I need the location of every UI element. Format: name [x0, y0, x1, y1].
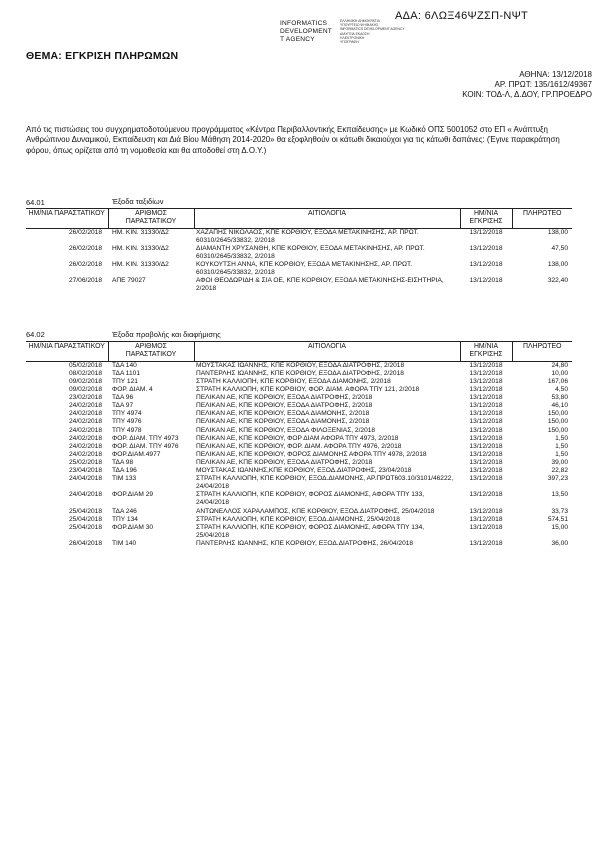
cell-date: 25/04/2018: [68, 507, 102, 515]
cell-document-number: ΤΔΑ 196: [112, 467, 137, 475]
cell-date: 24/02/2018: [68, 450, 102, 458]
cell-amount: 33,73: [551, 507, 568, 515]
table-row: [26, 540, 572, 548]
cell-approval-date: 13/12/2018: [469, 426, 503, 434]
cell-approval-date: 13/12/2018: [469, 458, 503, 466]
cell-approval-date: 13/12/2018: [469, 369, 503, 377]
cell-date: 26/02/2018: [68, 245, 102, 252]
cell-document-number: ΤΙΜ 133: [112, 475, 137, 483]
cell-approval-date: 13/12/2018: [469, 378, 503, 385]
cell-approval-date: 13/12/2018: [469, 410, 503, 418]
cell-amount: 1,50: [555, 450, 568, 458]
table-row: [26, 378, 572, 386]
cell-document-number: ΦΟΡ.ΔΙΑΜ.4977: [112, 450, 161, 458]
cell-amount: 36,00: [551, 539, 568, 547]
cell-amount: 397,23: [547, 475, 568, 483]
cell-date: 24/02/2018: [68, 426, 102, 434]
cell-description: ΠΕΛΙΚΑΝ ΑΕ, ΚΠΕ ΚΟΡΘΙΟΥ, ΕΞΟΔΑ ΔΙΑΤΡΟΦΗΣ, 2/2018: [196, 458, 373, 466]
table-row: [26, 524, 572, 540]
logo-line: DEVELOPMENT: [280, 28, 333, 35]
cell-date: 08/02/2018: [68, 369, 102, 377]
cell-amount: 22,82: [551, 467, 568, 475]
cell-document-number: ΗΜ. ΚΙΝ. 31330/Δ2: [112, 245, 169, 252]
cell-approval-date: 13/12/2018: [469, 402, 503, 410]
cell-date: 26/02/2018: [68, 228, 102, 236]
cell-document-number: ΤΠΥ 4978: [112, 426, 142, 434]
cell-document-number: ΦΟΡ.ΔΙΑΜ 29: [112, 491, 154, 499]
intro-paragraph: Από τις πιστώσεις του συγχρηματοδοτούμενου προγράμματος «Κέντρα Περιβαλλοντικής Εκπαίδευσης» με Κωδικό ΟΠΣ 5001052 στο ΕΠ « Ανάπτυξη Ανθρώπινου Δυναμικού, Εκπαίδευση και Διά Βίου Μάθηση 2014-2020» θα εξοφληθούν οι κάτωθι δικαιούχοι για τις κάτωθι δαπάνες: (Έγινε παρακράτηση φόρου, όπως ορίζεται από τη νομοθεσία και θα αποδοθεί στη Δ.Ο.Υ.): [26, 125, 560, 155]
cell-date: 23/04/2018: [68, 467, 102, 475]
cell-amount: 47,50: [551, 245, 568, 252]
cell-approval-date: 13/12/2018: [469, 386, 503, 394]
table-row: [26, 277, 572, 293]
table-row: [26, 394, 572, 402]
cell-amount: 10,00: [551, 369, 568, 377]
cell-description: ΠΕΛΙΚΑΝ ΑΕ, ΚΠΕ ΚΟΡΘΙΟΥ, ΦΟΡ. ΔΙΑΜ. ΑΦΟΡΑ ΤΠΥ 4976, 2/2018: [196, 442, 402, 450]
cell-date: 25/04/2018: [68, 523, 102, 531]
section-code: 64.01: [26, 198, 45, 207]
cell-document-number: ΤΔΑ 1101: [112, 369, 140, 377]
cell-approval-date: 13/12/2018: [469, 515, 503, 523]
cell-date: 09/02/2018: [68, 386, 102, 394]
cell-approval-date: 13/12/2018: [469, 261, 503, 269]
cell-description: ΣΤΡΑΤΗ ΚΑΛΛΙΟΠΗ, ΚΠΕ ΚΟΡΘΙΟΥ, ΕΞΟΔ.ΔΙΑΜΟΝΗΣ, 25/04/2018: [196, 515, 400, 523]
cell-description: ΧΑΖΑΠΗΣ ΝΙΚΟΛΑΟΣ, ΚΠΕ ΚΟΡΘΙΟΥ, ΕΞΟΔΑ ΜΕΤΑΚΙΝΗΣΗΣ, ΑΡ. ΠΡΩΤ. 60310/2645/33832, 2/2018: [196, 228, 419, 244]
cell-description: ΑΝΤΩΝΕΛΛΟΣ ΧΑΡΑΛΑΜΠΟΣ, ΚΠΕ ΚΟΡΘΙΟΥ, ΕΞΟΔ.ΔΙΑΤΡΟΦΗΣ, 25/04/2018: [196, 507, 435, 515]
agency-logo-text: [280, 20, 332, 44]
ada-code: ΑΔΑ: 6ΛΩΞ46ΨΖΣΠ-ΝΨΤ: [395, 10, 529, 22]
cell-description: ΠΑΝΤΕΡΛΗΣ ΙΩΑΝΝΗΣ, ΚΠΕ ΚΟΡΘΙΟΥ, ΕΞΟΔ.ΔΙΑΤΡΟΦΗΣ, 26/04/2018: [196, 539, 414, 547]
table-row: [26, 228, 572, 245]
table-row: [26, 459, 572, 467]
table-row: [26, 245, 572, 261]
column-header-approval: ΗΜ/ΝΙΑ ΕΓΚΡΙΣΗΣ: [460, 209, 512, 229]
cell-amount: 138,00: [547, 228, 568, 236]
cell-description: ΠΕΛΙΚΑΝ ΑΕ, ΚΠΕ ΚΟΡΘΙΟΥ, ΕΞΟΔΑ ΦΙΛΟΞΕΝΙΑΣ, 2/2018: [196, 426, 376, 434]
logo-fine-line: ΥΠΟΥΡΓΕΙΟ ΨΗΦΙΑΚΗΣ: [340, 23, 379, 28]
cell-date: 26/02/2018: [68, 261, 102, 269]
cell-description: ΜΟΥΣΤΑΚΑΣ ΙΩΑΝΝΗΣ, ΚΠΕ ΚΟΡΘΙΟΥ, ΕΞΟΔΑ ΔΙΑΤΡΟΦΗΣ, 2/2018: [196, 361, 405, 369]
cell-date: 09/02/2018: [68, 378, 102, 385]
table-row: [26, 361, 572, 370]
protocol-number: ΑΡ. ΠΡΩΤ: 135/1612/49367: [494, 80, 592, 89]
cell-amount: 150,00: [547, 410, 568, 418]
cell-document-number: ΦΟΡ. ΔΙΑΜ. 4: [112, 386, 153, 394]
cell-approval-date: 13/12/2018: [469, 450, 503, 458]
cell-document-number: ΦΟΡ. ΔΙΑΜ. ΤΠΥ 4973: [112, 434, 179, 442]
table-row: [26, 516, 572, 524]
cell-document-number: ΤΔΑ 98: [112, 458, 134, 466]
cell-amount: 13,50: [551, 491, 568, 499]
table-row: [26, 370, 572, 378]
cell-description: ΣΤΡΑΤΗ ΚΑΛΛΙΟΠΗ, ΚΠΕ ΚΟΡΘΙΟΥ, ΦΟΡΟΣ ΔΙΑΜΟΝΗΣ, ΑΦΟΡΑ ΤΠΥ 133, 24/04/2018: [196, 491, 425, 507]
cell-approval-date: 13/12/2018: [469, 539, 503, 547]
cell-amount: 322,40: [547, 277, 568, 285]
section-name: Έξοδα προβολής και διαφήμισης: [112, 330, 221, 339]
table-row: [26, 475, 572, 491]
cell-date: 24/02/2018: [68, 434, 102, 442]
table-header-row: [26, 209, 572, 229]
cell-date: 24/02/2018: [68, 410, 102, 418]
column-header-description: ΑΙΤΙΟΛΟΓΙΑ: [194, 342, 460, 362]
cell-approval-date: 13/12/2018: [469, 418, 503, 426]
cell-amount: 53,80: [551, 394, 568, 402]
cell-description: ΣΤΡΑΤΗ ΚΑΛΛΙΟΠΗ, ΚΠΕ ΚΟΡΘΙΟΥ, ΦΟΡΟΣ ΔΙΑΜΟΝΗΣ, ΑΦΟΡΑ ΤΠΥ 134, 25/04/2018: [196, 523, 425, 539]
table-row: [26, 491, 572, 507]
logo-fine-line: ΥΠΟΓΡΑΦΗ: [340, 40, 359, 45]
column-header-approval: ΗΜ/ΝΙΑ ΕΓΚΡΙΣΗΣ: [460, 342, 512, 362]
table-row: [26, 435, 572, 443]
cell-approval-date: 13/12/2018: [469, 277, 503, 285]
cell-approval-date: 13/12/2018: [469, 228, 503, 236]
cell-description: ΔΙΑΜΑΝΤΗ ΧΡΥΣΑΝΘΗ, ΚΠΕ ΚΟΡΘΙΟΥ, ΕΞΟΔΑ ΜΕΤΑΚΙΝΗΣΗΣ, ΑΡ. ΠΡΩΤ. 60310/2645/33832, 2/2018: [196, 245, 425, 261]
cell-date: 24/04/2018: [68, 491, 102, 499]
cell-document-number: ΤΔΑ 140: [112, 361, 137, 369]
cell-description: ΠΕΛΙΚΑΝ ΑΕ, ΚΠΕ ΚΟΡΘΙΟΥ, ΕΞΟΔΑ ΔΙΑΜΟΝΗΣ, 2/2018: [196, 418, 370, 426]
logo-fine-print: [340, 19, 405, 44]
cell-document-number: ΗΜ. ΚΙΝ. 31330/Δ2: [112, 261, 169, 269]
cell-approval-date: 13/12/2018: [469, 467, 503, 475]
cell-amount: 1,50: [555, 442, 568, 450]
column-header-amount: ΠΛΗΡΩΤΕΟ: [512, 342, 572, 362]
cell-description: ΑΦΟΙ ΘΕΟΔΩΡΙΔΗ & ΣΙΑ ΟΕ, ΚΠΕ ΚΟΡΘΙΟΥ, ΕΞΟΔΑ ΜΕΤΑΚΙΝΗΣΗΣ-ΕΙΣΗΤΗΡΙΑ, 2/2018: [196, 277, 444, 293]
cell-document-number: ΤΔΑ 96: [112, 394, 134, 402]
cell-amount: 574,51: [547, 515, 568, 523]
cell-document-number: ΦΟΡ. ΔΙΑΜ. ΤΠΥ 4976: [112, 442, 179, 450]
logo-line: T AGENCY: [280, 36, 315, 43]
cell-date: 25/04/2018: [68, 515, 102, 523]
cell-amount: 138,00: [547, 261, 568, 269]
cell-description: ΠΕΛΙΚΑΝ ΑΕ, ΚΠΕ ΚΟΡΘΙΟΥ, ΦΟΡ ΔΙΑΜ ΑΦΟΡΑ ΤΠΥ 4973, 2/2018: [196, 434, 399, 442]
table-row: [26, 402, 572, 410]
cell-approval-date: 13/12/2018: [469, 442, 503, 450]
cell-description: ΠΕΛΙΚΑΝ ΑΕ, ΚΠΕ ΚΟΡΘΙΟΥ, ΕΞΟΔΑ ΔΙΑΤΡΟΦΗΣ, 2/2018: [196, 394, 373, 402]
cell-amount: 4,50: [555, 386, 568, 394]
cell-description: ΚΟΥΚΟΥΤΣΗ ΑΝΝΑ, ΚΠΕ ΚΟΡΘΙΟΥ, ΕΞΟΔΑ ΜΕΤΑΚΙΝΗΣΗΣ, ΑΡ. ΠΡΩΤ. 60310/2645/33832, 2/2018: [196, 261, 413, 277]
cell-approval-date: 13/12/2018: [469, 361, 503, 369]
cell-description: ΣΤΡΑΤΗ ΚΑΛΛΙΟΠΗ, ΚΠΕ ΚΟΡΘΙΟΥ, ΕΞΟΔ.ΔΙΑΜΟΝΗΣ, ΑΡ.ΠΡΩΤ603.10/3101/46222, 24/04/2018: [196, 475, 454, 491]
table-row: [26, 508, 572, 516]
cell-approval-date: 13/12/2018: [469, 475, 503, 483]
cell-document-number: ΤΠΥ 4974: [112, 410, 142, 418]
column-header-date: ΗΜ/ΝΙΑ ΠΑΡΑΣΤΑΤΙΚΟΥ: [26, 209, 108, 229]
table-row: [26, 261, 572, 277]
cell-amount: 167,06: [547, 378, 568, 385]
cell-document-number: ΤΔΑ 97: [112, 402, 134, 410]
column-header-document: ΑΡΙΘΜΟΣ ΠΑΡΑΣΤΑΤΙΚΟΥ: [108, 342, 194, 362]
cell-approval-date: 13/12/2018: [469, 394, 503, 402]
column-header-description: ΑΙΤΙΟΛΟΓΙΑ: [194, 209, 460, 229]
cell-document-number: ΤΠΥ 134: [112, 515, 138, 523]
cell-date: 24/02/2018: [68, 442, 102, 450]
cell-amount: 150,00: [547, 418, 568, 426]
payments-table: [26, 208, 572, 294]
section-name: Έξοδα ταξιδίων: [112, 197, 164, 206]
table-row: [26, 410, 572, 418]
document-date: ΑΘΗΝΑ: 13/12/2018: [519, 70, 592, 79]
cell-date: 25/02/2018: [68, 458, 102, 466]
cell-amount: 24,80: [551, 361, 568, 369]
cell-description: ΠΕΛΙΚΑΝ ΑΕ, ΚΠΕ ΚΟΡΘΙΟΥ, ΕΞΟΔΑ ΔΙΑΤΡΟΦΗΣ, 2/2018: [196, 402, 373, 410]
cell-amount: 39,00: [551, 458, 568, 466]
cell-date: 24/02/2018: [68, 418, 102, 426]
document-subject: ΘΕΜΑ: ΕΓΚΡΙΣΗ ΠΛΗΡΩΜΩΝ: [26, 50, 179, 62]
cell-date: 05/02/2018: [68, 361, 102, 369]
cell-amount: 150,00: [547, 426, 568, 434]
table-row: [26, 427, 572, 435]
cell-date: 24/02/2018: [68, 402, 102, 410]
logo-fine-line: ΕΛΛΗΝΙΚΗ ΔΗΜΟΚΡΑΤΙΑ: [340, 19, 380, 23]
cell-approval-date: 13/12/2018: [469, 245, 503, 252]
cell-document-number: ΗΜ. ΚΙΝ. 31330/Δ2: [112, 228, 169, 236]
table-row: [26, 418, 572, 426]
column-header-document: ΑΡΙΘΜΟΣ ΠΑΡΑΣΤΑΤΙΚΟΥ: [108, 209, 194, 229]
cell-description: ΣΤΡΑΤΗ ΚΑΛΛΙΟΠΗ, ΚΠΕ ΚΟΡΘΙΟΥ, ΕΞΟΔΑ ΔΙΑΜΟΝΗΣ, 2/2018: [196, 378, 391, 385]
table-row: [26, 443, 572, 451]
table-header-row: [26, 342, 572, 362]
cell-document-number: ΑΠΕ 79027: [112, 277, 146, 285]
cell-document-number: ΤΙΜ 140: [112, 539, 137, 547]
logo-fine-line: ΔΙΑΥΓΕΙΑ ΕΚΔΟΣΗ: [340, 31, 370, 36]
cell-date: 26/04/2018: [68, 539, 102, 547]
column-header-date: ΗΜ/ΝΙΑ ΠΑΡΑΣΤΑΤΙΚΟΥ: [26, 342, 108, 362]
cell-date: 27/06/2018: [68, 277, 102, 285]
cell-date: 24/04/2018: [68, 475, 102, 483]
logo-fine-line: INFORMATICS DEVELOPMENT AGENCY: [340, 27, 405, 32]
table-row: [26, 467, 572, 475]
cell-document-number: ΤΠΥ 4976: [112, 418, 142, 426]
document-meta: [360, 70, 592, 100]
table-row: [26, 386, 572, 394]
payments-table: [26, 341, 572, 548]
cell-amount: 15,00: [551, 523, 568, 531]
cell-description: ΜΟΥΣΤΑΚΑΣ ΙΩΑΝΝΗΣ,ΚΠΕ ΚΟΡΘΙΟΥ, ΕΞΟΔ.ΔΙΑΤΡΟΦΗΣ, 23/04/2018: [196, 467, 412, 475]
cell-approval-date: 13/12/2018: [469, 491, 503, 499]
section-code: 64.02: [26, 330, 45, 339]
cell-description: ΠΑΝΤΕΡΛΗΣ ΙΩΑΝΝΗΣ, ΚΠΕ ΚΟΡΘΙΟΥ, ΕΞΟΔΑ ΔΙΑΤΡΟΦΗΣ, 2/2018: [196, 369, 404, 377]
cell-amount: 1,50: [555, 434, 568, 442]
column-header-amount: ΠΛΗΡΩΤΕΟ: [512, 209, 572, 229]
table-row: [26, 451, 572, 459]
cell-document-number: ΤΔΑ 246: [112, 507, 137, 515]
logo-line: INFORMATICS: [280, 20, 328, 27]
cell-approval-date: 13/12/2018: [469, 523, 503, 531]
cell-document-number: ΦΟΡ.ΔΙΑΜ 30: [112, 523, 154, 531]
logo-fine-line: ΗΛΕΚΤΡΟΝΙΚΗ: [340, 35, 365, 40]
recipients: ΚΟΙΝ: ΤΟΔ-Λ, Δ.ΔΟΥ, ΓΡ.ΠΡΟΕΔΡΟ: [462, 90, 592, 99]
cell-description: ΣΤΡΑΤΗ ΚΑΛΛΙΟΠΗ, ΚΠΕ ΚΟΡΘΙΟΥ, ΦΟΡ. ΔΙΑΜ. ΑΦΟΡΑ ΤΠΥ 121, 2/2018: [196, 386, 420, 394]
cell-amount: 46,10: [551, 402, 568, 410]
cell-description: ΠΕΛΙΚΑΝ ΑΕ, ΚΠΕ ΚΟΡΘΙΟΥ, ΦΟΡΟΣ ΔΙΑΜΟΝΗΣ ΑΦΟΡΑ ΤΠΥ 4978, 2/2018: [196, 450, 427, 458]
cell-date: 23/02/2018: [68, 394, 102, 402]
cell-description: ΠΕΛΙΚΑΝ ΑΕ, ΚΠΕ ΚΟΡΘΙΟΥ, ΕΞΟΔΑ ΔΙΑΜΟΝΗΣ, 2/2018: [196, 410, 370, 418]
cell-document-number: ΤΠΥ 121: [112, 378, 138, 385]
cell-approval-date: 13/12/2018: [469, 507, 503, 515]
cell-approval-date: 13/12/2018: [469, 434, 503, 442]
